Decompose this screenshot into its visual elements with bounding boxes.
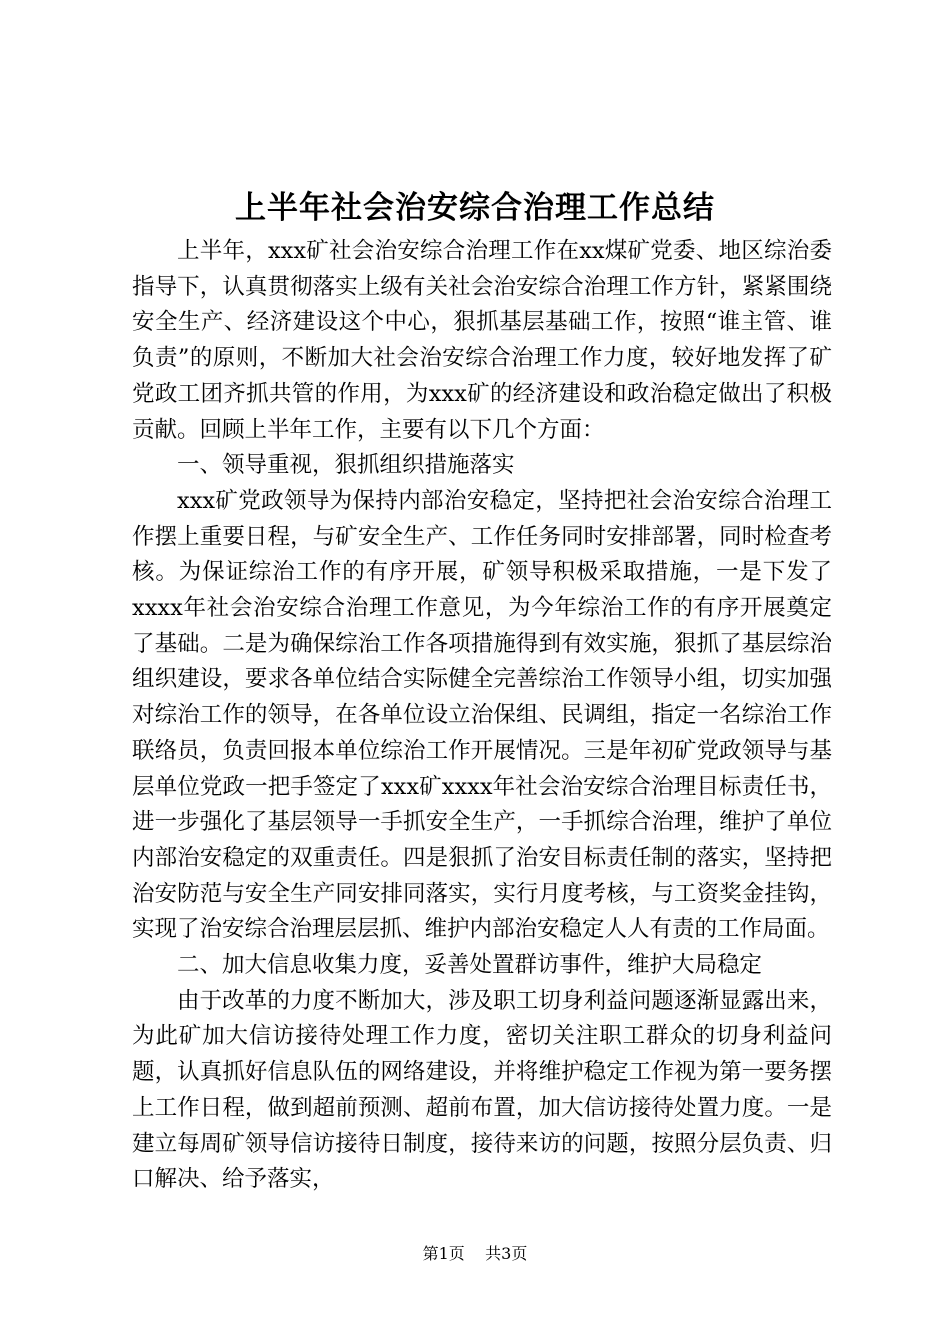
- document-body: [132, 234, 832, 1198]
- page-total: 共3页: [485, 1244, 528, 1263]
- document-title: 上半年社会治安综合治理工作总结: [235, 190, 715, 226]
- paragraph-section-1: xxx矿党政领导为保持内部治安稳定，坚持把社会治安综合治理工作摆上重要日程，与矿安全生产、工作任务同时安排部署，同时检查考核。为保证综治工作的有序开展，矿领导积极采取措施，一是下发了xxxx年社会治安综合治理工作意见，为今年综治工作的有序开展奠定了基础。二是为确保综治工作各项措施得到有效实施，狠抓了基层综治组织建设，要求各单位结合实际健全完善综治工作领导小组，切实加强对综治工作的领导，在各单位设立治保组、民调组，指定一名综治工作联络员，负责回报本单位综治工作开展情况。三是年初矿党政领导与基层单位党政一把手签定了xxx矿xxxx年社会治安综合治理目标责任书，进一步强化了基层领导一手抓安全生产，一手抓综合治理，维护了单位内部治安稳定的双重责任。四是狠抓了治安目标责任制的落实，坚持把治安防范与安全生产同安排同落实，实行月度考核，与工资奖金挂钩，实现了治安综合治理层层抓、维护内部治安稳定人人有责的工作局面。: [132, 487, 832, 943]
- paragraph-intro: 上半年，xxx矿社会治安综合治理工作在xx煤矿党委、地区综治委指导下，认真贯彻落实上级有关社会治安综合治理工作方针，紧紧围绕安全生产、经济建设这个中心，狠抓基层基础工作，按照“谁主管、谁负责”的原则，不断加大社会治安综合治理工作力度，较好地发挥了矿党政工团齐抓共管的作用，为xxx矿的经济建设和政治稳定做出了积极贡献。回顾上半年工作，主要有以下几个方面：: [132, 238, 832, 443]
- section-heading-1: 一、领导重视，狠抓组织措施落实: [177, 452, 515, 479]
- paragraph-section-2: 由于改革的力度不断加大，涉及职工切身利益问题逐渐显露出来，为此矿加大信访接待处理工作力度，密切关注职工群众的切身利益问题，认真抓好信息队伍的网络建设，并将维护稳定工作视为第一要务摆上工作日程，做到超前预测、超前布置，加大信访接待处置力度。一是建立每周矿领导信访接待日制度，接待来访的问题，按照分层负责、归口解决、给予落实，: [132, 987, 832, 1193]
- page-number: 第1页: [422, 1244, 465, 1263]
- section-heading-2: 二、加大信息收集力度，妥善处置群访事件，维护大局稳定: [177, 952, 763, 979]
- footer-separator: [470, 1244, 480, 1263]
- page-footer: [0, 1244, 950, 1264]
